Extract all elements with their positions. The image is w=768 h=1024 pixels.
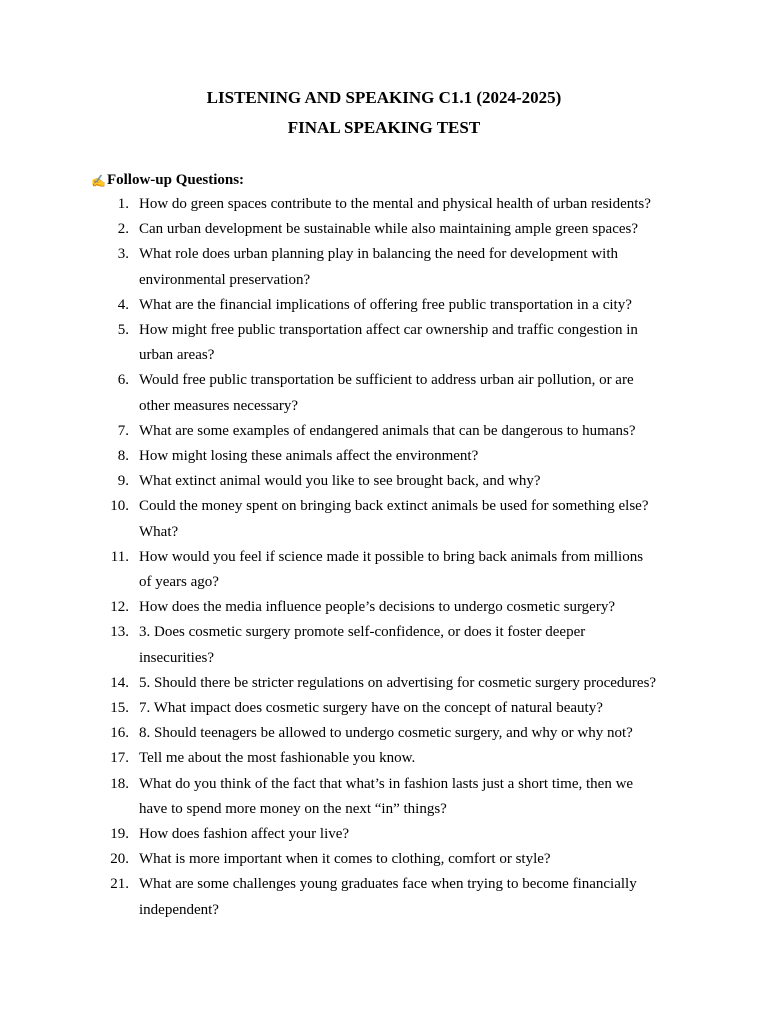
question-item: [0, 217, 768, 242]
question-number: 5.: [117, 322, 129, 339]
question-text-line: Tell me about the most fashionable you know.: [139, 750, 416, 767]
question-item: [0, 696, 768, 721]
question-item: [0, 595, 768, 620]
question-item: [0, 293, 768, 318]
question-item: [0, 620, 768, 670]
section-heading: [91, 171, 244, 189]
question-item: [0, 746, 768, 771]
question-text-line: of years ago?: [139, 574, 219, 591]
question-text-line: Can urban development be sustainable while also maintaining ample green spaces?: [139, 221, 639, 238]
question-item: [0, 494, 768, 544]
question-text-line: urban areas?: [139, 347, 215, 364]
question-text-line: 5. Should there be stricter regulations on advertising for cosmetic surgery procedures?: [139, 674, 657, 691]
question-number: 19.: [110, 826, 129, 843]
question-number: 12.: [110, 599, 129, 616]
question-number: 7.: [117, 422, 129, 439]
question-text-line: How might losing these animals affect the environment?: [139, 448, 479, 465]
question-text-line: independent?: [139, 901, 219, 918]
question-number: 9.: [117, 473, 129, 490]
question-text-line: 8. Should teenagers be allowed to undergo cosmetic surgery, and why or why not?: [139, 725, 633, 742]
question-text-line: What role does urban planning play in balancing the need for development with: [139, 246, 619, 263]
question-text-line: Could the money spent on bringing back extinct animals be used for something else?: [139, 498, 649, 515]
question-number: 14.: [110, 674, 129, 691]
question-number: 1.: [117, 196, 129, 212]
question-number: 4.: [117, 296, 129, 313]
question-text-line: other measures necessary?: [139, 397, 299, 414]
question-item: [0, 671, 768, 696]
section-heading-label: Follow-up Questions:: [106, 172, 245, 188]
question-text-line: What are some examples of endangered animals that can be dangerous to humans?: [139, 422, 636, 439]
question-text-line: What extinct animal would you like to see brought back, and why?: [139, 473, 541, 490]
question-number: 8.: [117, 448, 129, 465]
question-number: 16.: [110, 725, 129, 742]
question-item: [0, 444, 768, 469]
question-text-line: What are some challenges young graduates face when trying to become financially: [139, 876, 637, 893]
question-text-line: 3. Does cosmetic surgery promote self-confidence, or does it foster deeper: [139, 624, 586, 641]
question-number: 10.: [110, 498, 129, 515]
question-item: [0, 469, 768, 494]
question-text-line: Would free public transportation be sufficient to address urban air pollution, or are: [139, 372, 634, 389]
question-number: 17.: [110, 750, 129, 767]
question-text-line: 7. What impact does cosmetic surgery have on the concept of natural beauty?: [139, 700, 603, 717]
question-text-line: How might free public transportation affect car ownership and traffic congestion in: [139, 322, 638, 339]
question-number: 13.: [110, 624, 129, 641]
question-text-line: environmental preservation?: [139, 271, 311, 288]
question-item: [0, 192, 768, 217]
question-text-line: How does the media influence people’s decisions to undergo cosmetic surgery?: [139, 599, 615, 616]
question-text-line: have to spend more money on the next “in” things?: [139, 800, 447, 817]
question-item: [0, 872, 768, 922]
question-list: [0, 192, 768, 923]
question-number: 6.: [117, 372, 129, 389]
writing-hand-icon: ✍: [91, 174, 106, 188]
question-item: [0, 721, 768, 746]
question-text-line: How do green spaces contribute to the mental and physical health of urban residents?: [139, 196, 651, 212]
document-title: LISTENING AND SPEAKING C1.1 (2024-2025): [206, 88, 562, 107]
question-item: [0, 419, 768, 444]
question-item: [0, 772, 768, 822]
question-number: 18.: [110, 775, 129, 792]
question-text-line: insecurities?: [139, 649, 214, 666]
question-text-line: How would you feel if science made it possible to bring back animals from millions: [139, 548, 644, 565]
question-text-line: What?: [139, 523, 179, 540]
question-number: 2.: [117, 221, 129, 238]
question-item: [0, 545, 768, 595]
question-number: 21.: [110, 876, 129, 893]
question-text-line: What do you think of the fact that what’s in fashion lasts just a short time, then we: [139, 775, 634, 792]
question-item: [0, 847, 768, 872]
document-subtitle: FINAL SPEAKING TEST: [287, 118, 481, 137]
question-text-line: What are the financial implications of offering free public transportation in a city?: [139, 296, 632, 313]
question-number: 20.: [110, 851, 129, 868]
question-text-line: What is more important when it comes to clothing, comfort or style?: [139, 851, 551, 868]
question-item: [0, 242, 768, 292]
question-number: 15.: [110, 700, 129, 717]
question-item: [0, 318, 768, 368]
question-number: 3.: [117, 246, 129, 263]
question-number: 11.: [110, 548, 129, 565]
question-text-line: How does fashion affect your live?: [139, 826, 350, 843]
question-item: [0, 368, 768, 418]
question-item: [0, 822, 768, 847]
